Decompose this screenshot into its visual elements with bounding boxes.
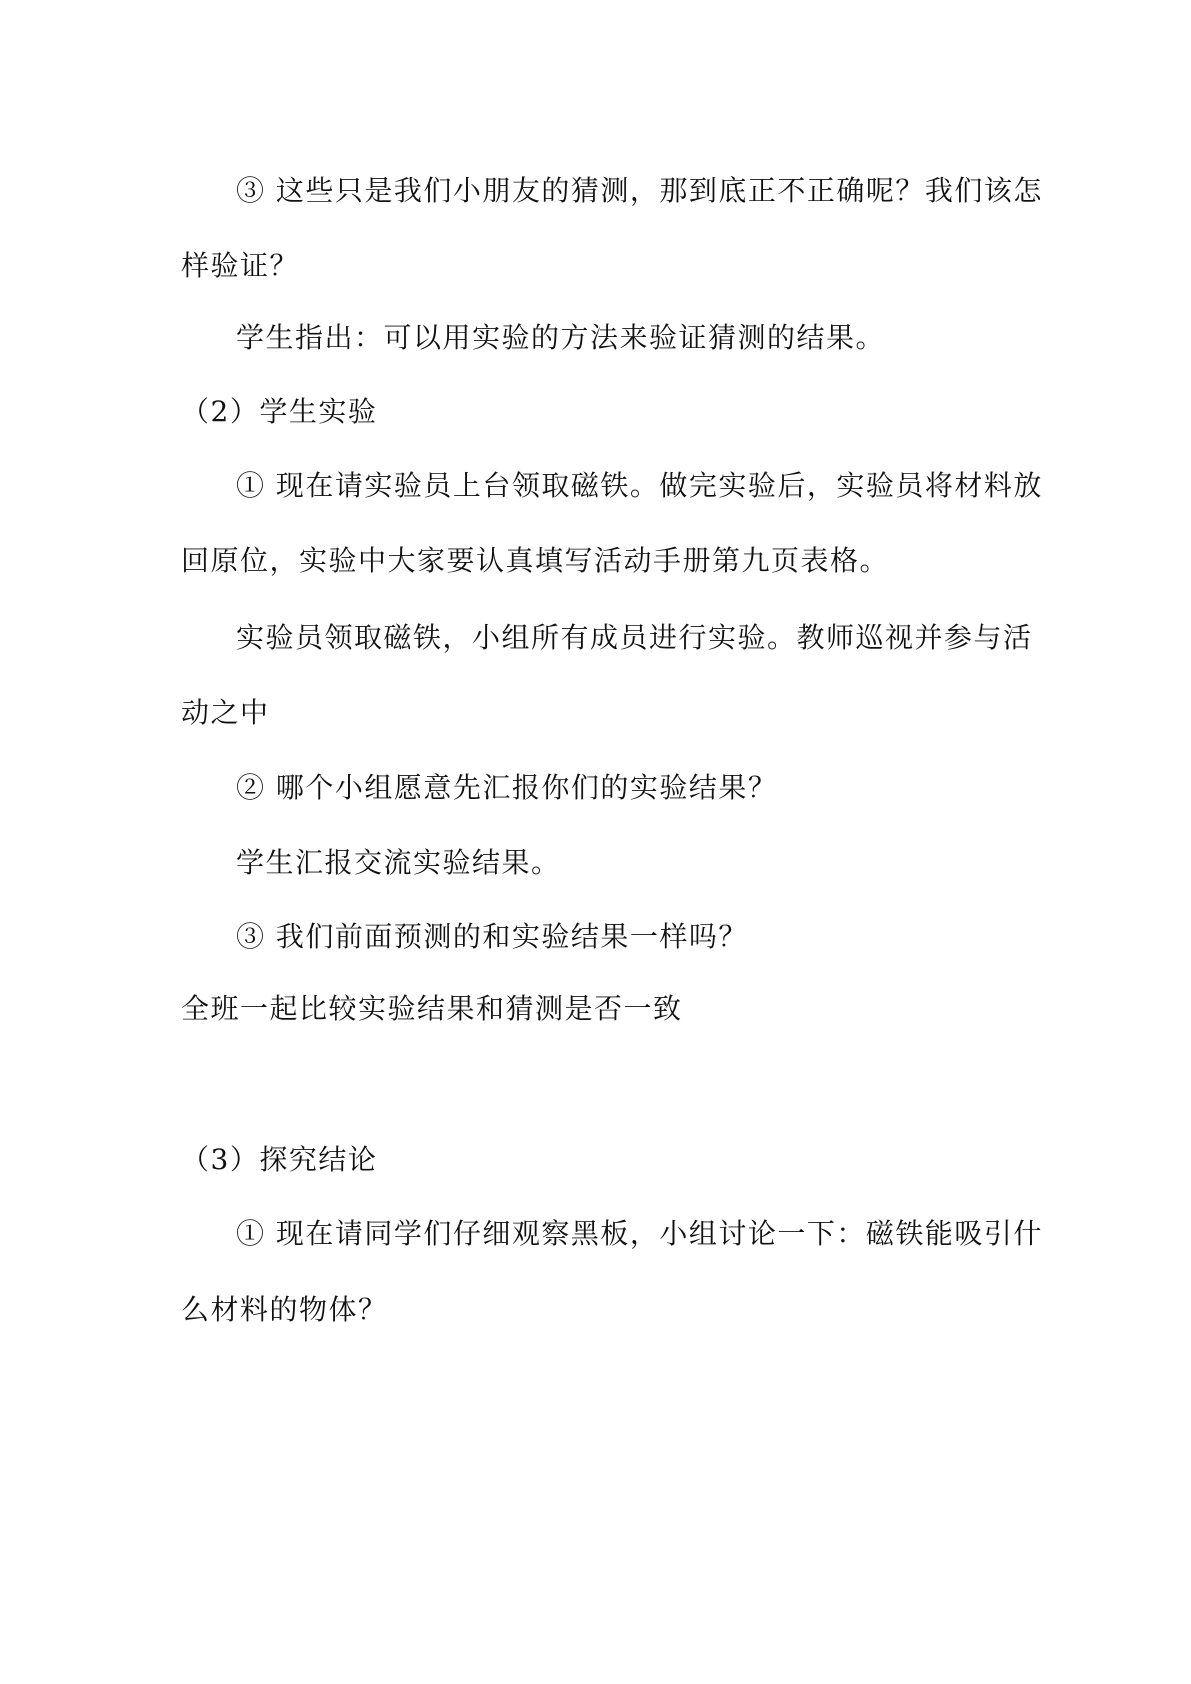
paragraph-step-2: ② 哪个小组愿意先汇报你们的实验结果？ bbox=[236, 771, 778, 804]
paragraph-class-compare: 全班一起比较实验结果和猜测是否一致 bbox=[181, 992, 683, 1025]
section-heading-3: （3）探究结论 bbox=[181, 1143, 378, 1176]
paragraph-step-1-line-1: ① 现在请实验员上台领取磁铁。做完实验后，实验员将材料放 bbox=[236, 469, 1043, 502]
paragraph-student-answer: 学生指出：可以用实验的方法来验证猜测的结果。 bbox=[236, 321, 886, 354]
paragraph-experiment-line-2: 动之中 bbox=[181, 696, 270, 729]
paragraph-step-1-line-2: 回原位，实验中大家要认真填写活动手册第九页表格。 bbox=[181, 544, 890, 577]
paragraph-conclusion-line-2: 么材料的物体？ bbox=[181, 1293, 388, 1326]
paragraph-question-3-line-2: 样验证？ bbox=[181, 249, 300, 282]
paragraph-student-report: 学生汇报交流实验结果。 bbox=[236, 846, 561, 879]
section-heading-2: （2）学生实验 bbox=[181, 395, 378, 428]
paragraph-step-3: ③ 我们前面预测的和实验结果一样吗？ bbox=[236, 920, 748, 953]
paragraph-conclusion-line-1: ① 现在请同学们仔细观察黑板，小组讨论一下：磁铁能吸引什 bbox=[236, 1217, 1043, 1250]
paragraph-question-3-line-1: ③ 这些只是我们小朋友的猜测，那到底正不正确呢？我们该怎 bbox=[236, 174, 1043, 207]
paragraph-experiment-line-1: 实验员领取磁铁，小组所有成员进行实验。教师巡视并参与活 bbox=[236, 621, 1033, 654]
